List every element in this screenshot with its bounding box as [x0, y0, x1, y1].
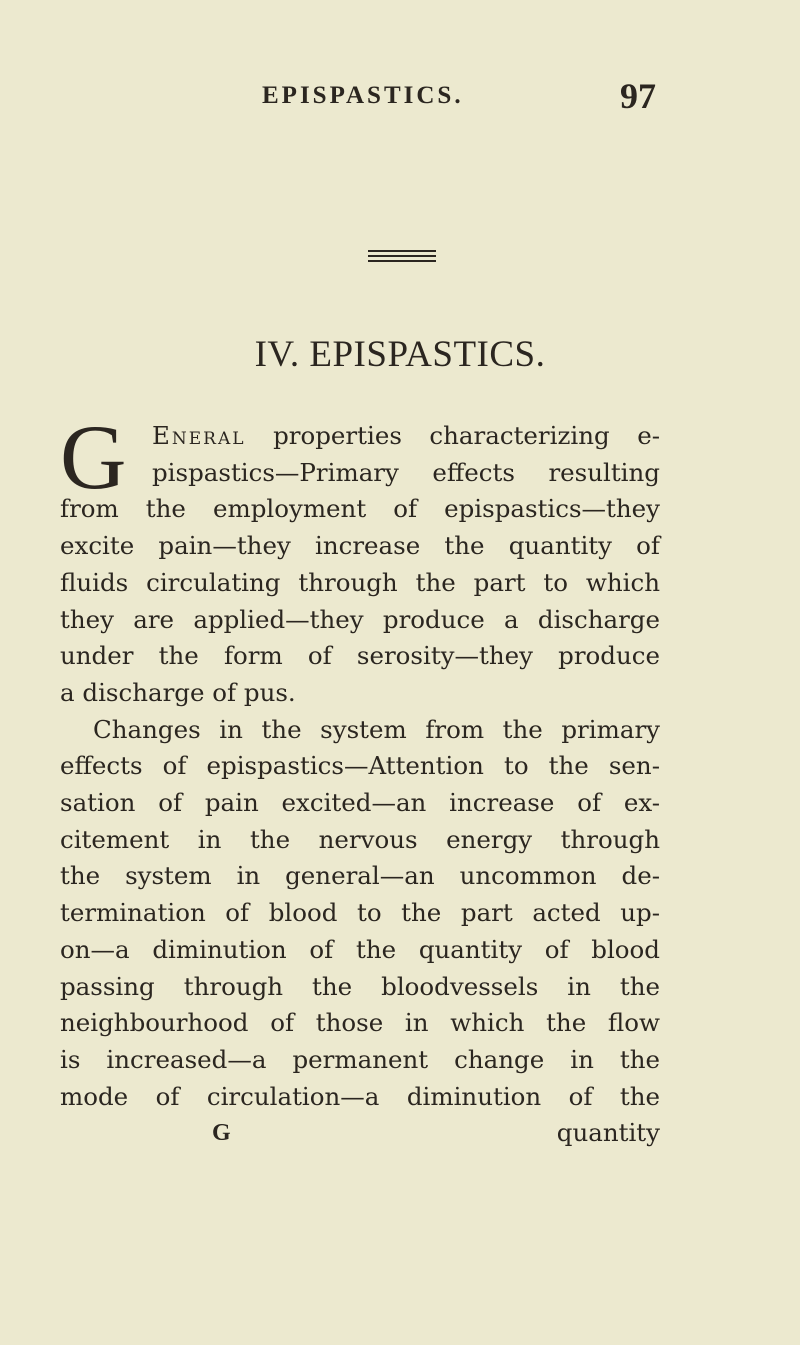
text-line: mode of circulation—a diminution of the	[60, 1081, 660, 1111]
text-line: pispastics—Primary effects resulting	[152, 457, 660, 487]
text-line: excite pain—they increase the quantity of	[60, 531, 660, 561]
drop-cap: G	[60, 406, 127, 508]
text-line: neighbourhood of those in which the flow	[60, 1008, 660, 1038]
text-line: Eneral properties characterizing e-	[152, 421, 660, 450]
chapter-title: IV. EPISPASTICS.	[254, 334, 546, 375]
first-word-small-caps: Eneral	[152, 421, 246, 450]
ornament-rule	[368, 250, 436, 264]
signature-mark: G	[212, 1120, 231, 1147]
text-line: effects of epispastics—Attention to the sen-	[60, 751, 660, 781]
body-text	[60, 406, 660, 1152]
text-line: Changes in the system from the primary	[93, 714, 660, 744]
text-line: the system in general—an uncommon de-	[60, 861, 660, 891]
text-line: termination of blood to the part acted up-	[60, 898, 660, 928]
running-head: EPISPASTICS.	[262, 82, 464, 109]
text-line: sation of pain excited—an increase of ex-	[60, 788, 660, 818]
text-line: passing through the bloodvessels in the	[60, 971, 660, 1001]
page-footer	[60, 1115, 660, 1152]
text-line: a discharge of pus.	[60, 677, 296, 707]
text-line: is increased—a permanent change in the	[60, 1044, 660, 1074]
page-number: 97	[620, 76, 656, 116]
catchword: quantity	[556, 1118, 660, 1148]
text-line: they are applied—they produce a discharge	[60, 604, 660, 634]
text-line: from the employment of epispastics—they	[60, 494, 660, 524]
text-line: fluids circulating through the part to which	[60, 567, 660, 597]
text-line: citement in the nervous energy through	[60, 824, 660, 854]
text-line: under the form of serosity—they produce	[60, 641, 660, 671]
text-line: on—a diminution of the quantity of blood	[60, 934, 660, 964]
